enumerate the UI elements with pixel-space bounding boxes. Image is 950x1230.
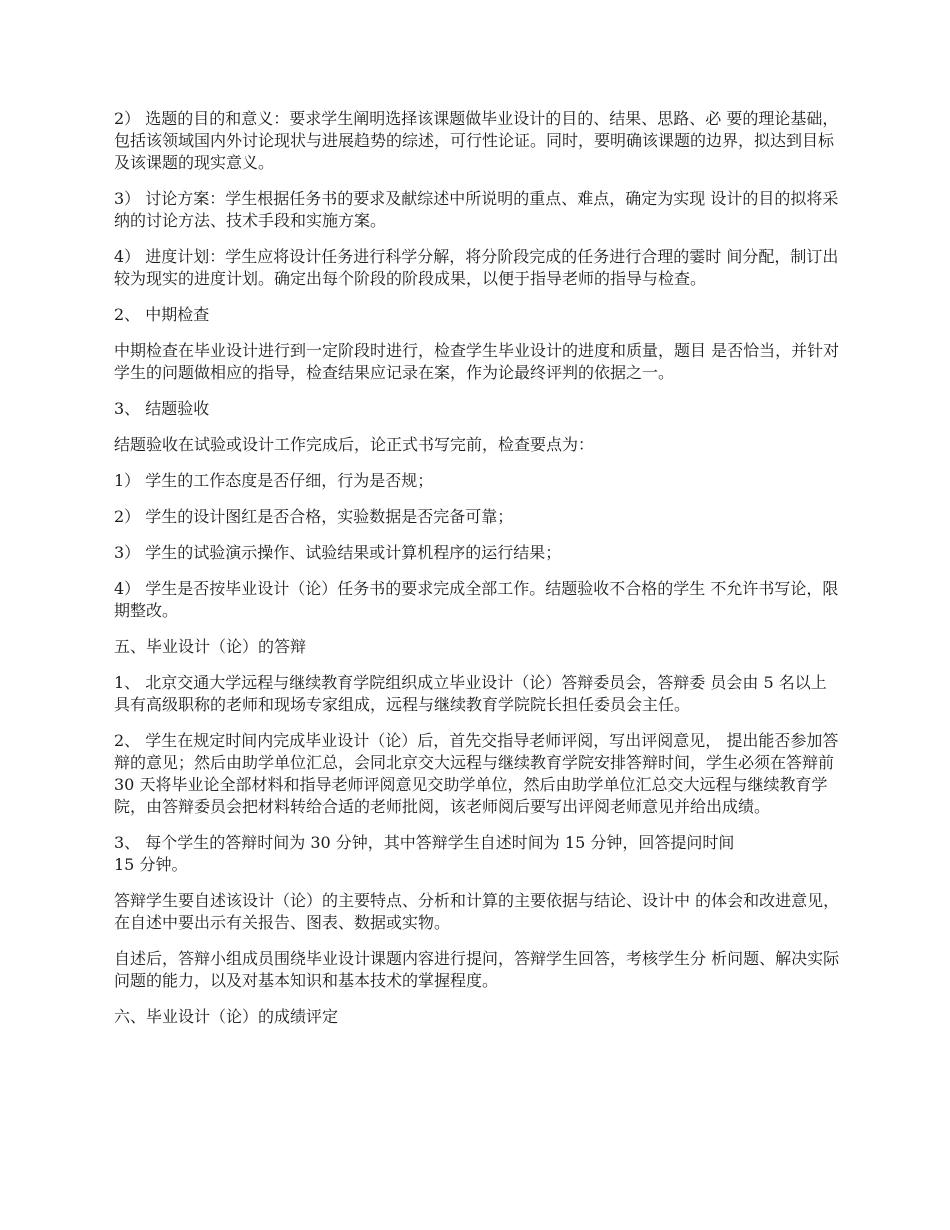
list-item-work-attitude: 1） 学生的工作态度是否仔细，行为是否规； xyxy=(114,471,434,490)
heading-midterm-check: 2、 中期检查 xyxy=(114,305,210,324)
heading-grade-evaluation: 六、毕业设计（论）的成绩评定 xyxy=(114,1007,339,1026)
paragraph-purpose-significance: 2） 选题的目的和意义：要求学生阐明选择该课题做毕业设计的目的、结果、思路、必 要的理论基础，包括该领域国内外讨论现状与进展趋势的综述，可行性论证。同时，要明确该课题的边界，拟达到目标及该课题的现实意义。 xyxy=(114,109,839,172)
list-item-demonstration: 3） 学生的试验演示操作、试验结果或计算机程序的运行结果； xyxy=(114,543,562,562)
paragraph-defense-procedure: 2、 学生在规定时间内完成毕业设计（论）后，首先交指导老师评阅，写出评阅意见， 提出能否参加答辩的意见；然后由助学单位汇总，会同北京交大远程与继续教育学院安排答辩时间，学生必须在答辩前 30 天将毕业论全部材料和指导老师评阅意见交助学单位，然后由助学单位汇总交大远程与继续教育学院，由答辩委员会把材料转给合适的老师批阅，该老师阅后要写出评阅老师意见并给出成绩。 xyxy=(114,731,839,816)
list-item-task-completion: 4） 学生是否按毕业设计（论）任务书的要求完成全部工作。结题验收不合格的学生 不允许书写论，限期整改。 xyxy=(114,579,839,620)
paragraph-defense-time: 3、 每个学生的答辩时间为 30 分钟，其中答辩学生自述时间为 15 分钟，回答提问时间 15 分钟。 xyxy=(114,833,735,874)
paragraph-midterm-check: 中期检查在毕业设计进行到一定阶段时进行，检查学生毕业设计的进度和质量，题目 是否恰当，并针对学生的问题做相应的指导，检查结果应记录在案，作为论最终评判的依据之一。 xyxy=(114,341,840,382)
list-item-drawings-data: 2） 学生的设计图红是否合格，实验数据是否完备可靠； xyxy=(114,507,514,526)
paragraph-self-statement: 答辩学生要自述该设计（论）的主要特点、分析和计算的主要依据与结论、设计中 的体会和改进意见，在自述中要出示有关报告、图表、数据或实物。 xyxy=(114,891,840,932)
paragraph-final-acceptance-intro: 结题验收在试验或设计工作完成后，论正式书写完前，检查要点为： xyxy=(114,435,595,454)
paragraph-research-plan: 3） 讨论方案：学生根据任务书的要求及献综述中所说明的重点、难点，确定为实现 设计的目的拟将采纳的讨论方法、技术手段和实施方案。 xyxy=(114,189,839,230)
heading-final-acceptance: 3、 结题验收 xyxy=(114,399,210,418)
paragraph-schedule-plan: 4） 进度计划：学生应将设计任务进行科学分解，将分阶段完成的任务进行合理的霎时 间分配，制订出较为现实的进度计划。确定出每个阶段的阶段成果，以便于指导老师的指导与检查。 xyxy=(114,247,839,288)
heading-defense: 五、毕业设计（论）的答辩 xyxy=(114,637,307,656)
paragraph-defense-committee: 1、 北京交通大学远程与继续教育学院组织成立毕业设计（论）答辩委员会，答辩委 员会由 5 名以上具有高级职称的老师和现场专家组成，远程与继续教育学院院长担任委员会主任。 xyxy=(114,673,827,714)
paragraph-questioning: 自述后，答辩小组成员围绕毕业设计课题内容进行提问，答辩学生回答，考核学生分 析问题、解决实际问题的能力，以及对基本知识和基本技术的掌握程度。 xyxy=(114,949,840,990)
document-page xyxy=(114,108,842,1042)
